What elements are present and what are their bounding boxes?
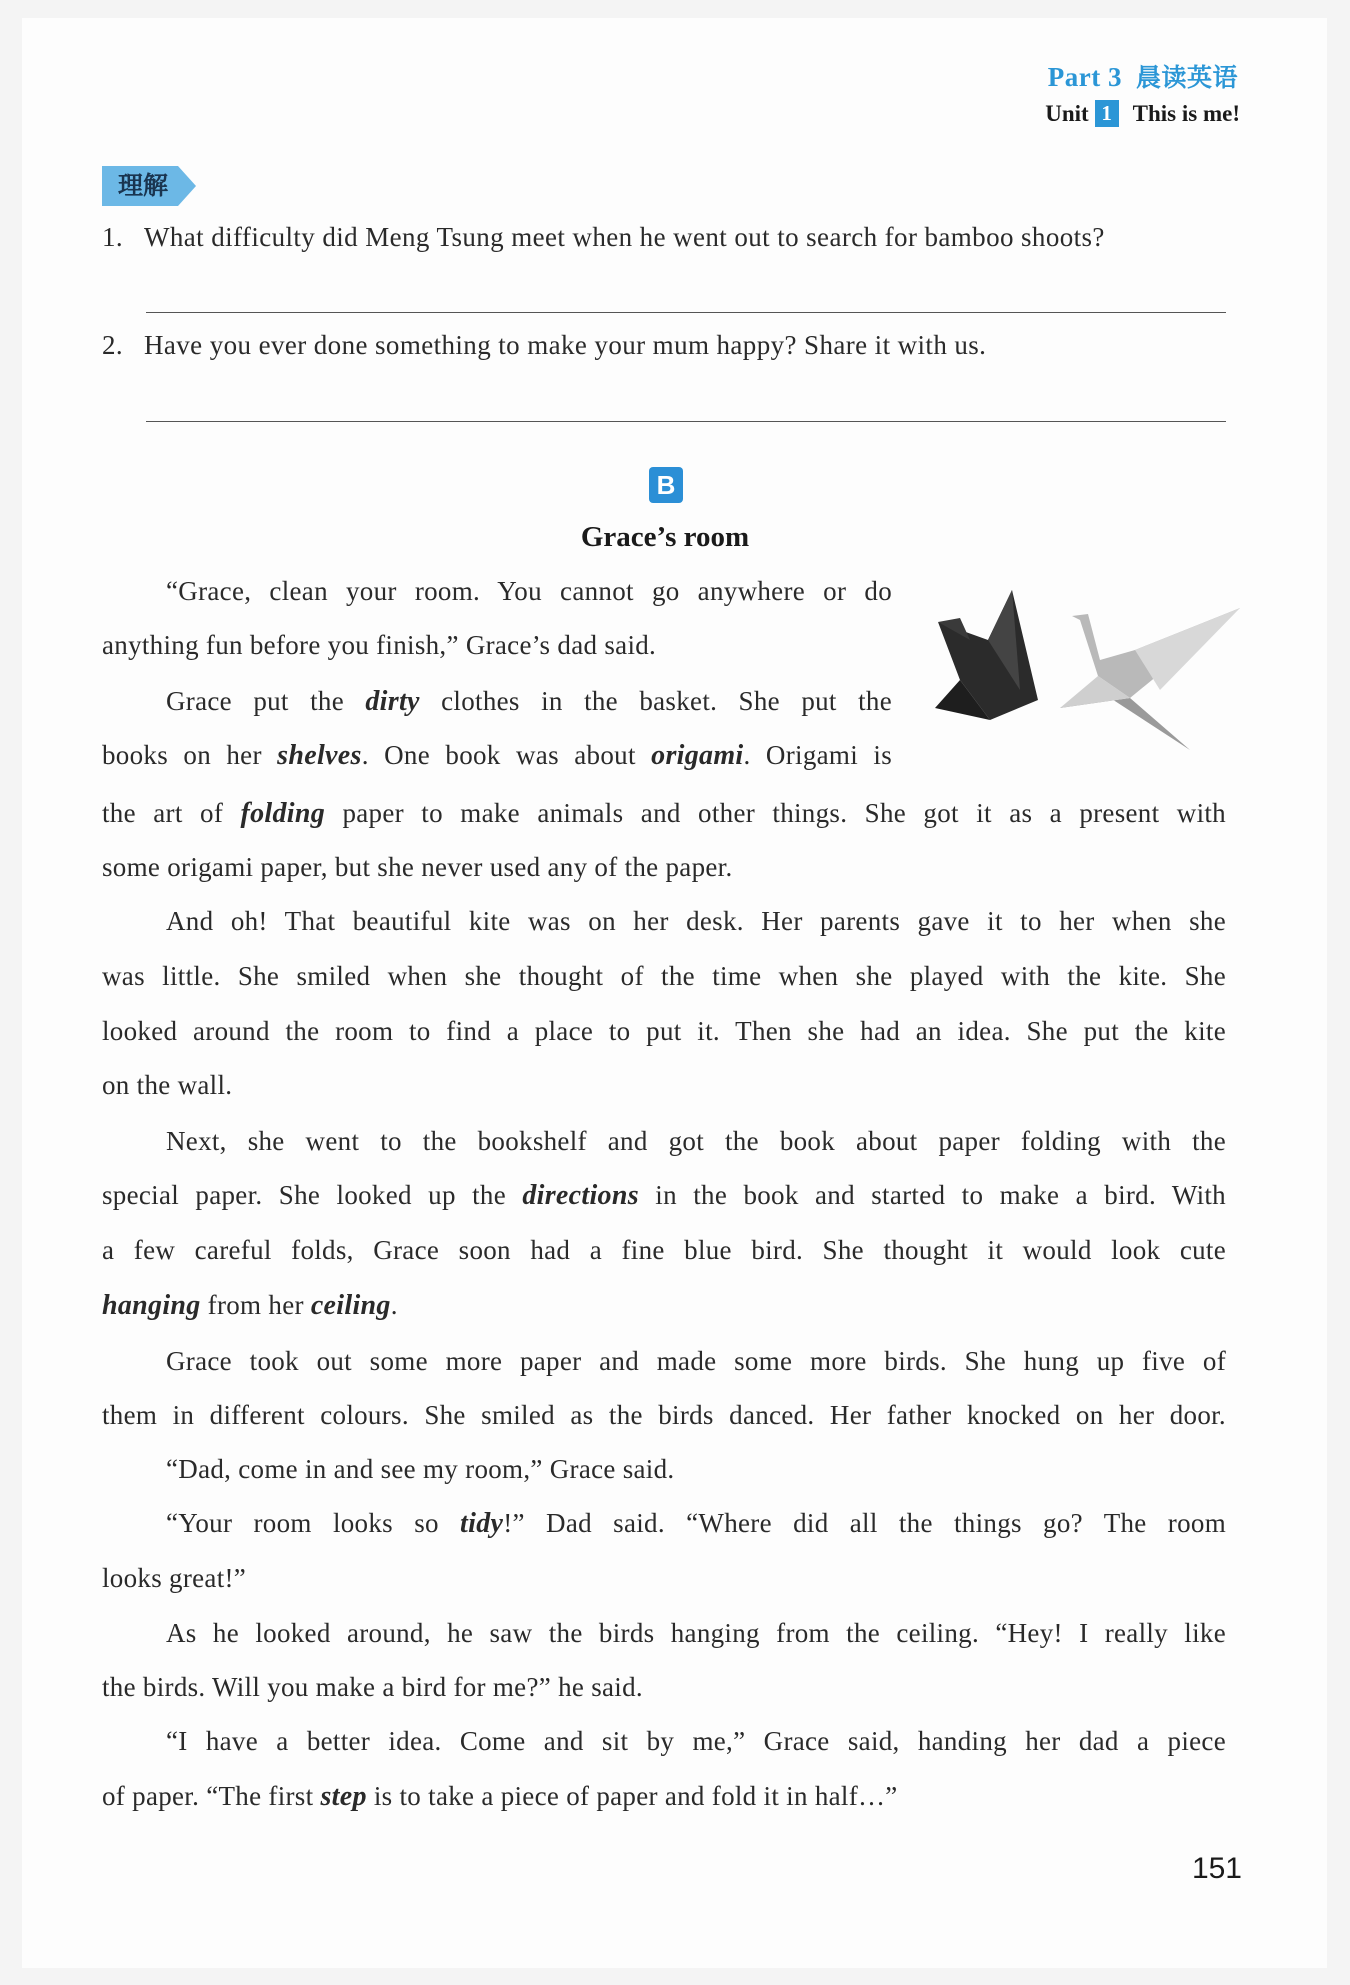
story-text: books on her — [102, 740, 278, 770]
page-number: 151 — [1191, 1852, 1242, 1885]
question-number: 1. — [102, 222, 124, 252]
story-line — [102, 1290, 502, 1322]
story-title: Grace’s room — [580, 521, 750, 553]
story-text: As he looked around, he saw the birds hanging from the ceiling. “Hey! I really like — [166, 1618, 1226, 1648]
story-text: And oh! That beautiful kite was on her desk. Her parents gave it to her when she — [166, 906, 1226, 936]
vocabulary-word: ceiling — [310, 1290, 391, 1321]
story-line — [102, 1070, 302, 1101]
story-text: looked around the room to find a place to put it. Then she had an idea. She put the kite — [102, 1016, 1226, 1046]
vocabulary-word: tidy — [460, 1508, 504, 1539]
question-1 — [102, 222, 1105, 253]
vocabulary-word: folding — [240, 798, 326, 829]
story-text: is to take a piece of paper and fold it in half…” — [366, 1781, 898, 1811]
story-line — [102, 798, 1226, 830]
story-line — [102, 1563, 402, 1594]
vocabulary-word: step — [320, 1781, 367, 1812]
story-line — [102, 1672, 802, 1703]
story-line — [166, 686, 892, 718]
story-line — [166, 1126, 1226, 1157]
story-line — [102, 1781, 1062, 1813]
story-text: “I have a better idea. Come and sit by me,” Grace said, handing her dad a piece — [166, 1726, 1226, 1756]
story-line — [166, 1726, 1226, 1757]
story-line — [166, 576, 892, 607]
story-text: paper to make animals and other things. She got it as a present with — [325, 798, 1226, 828]
vocabulary-word: hanging — [102, 1290, 201, 1321]
story-line — [166, 1454, 866, 1485]
story-line — [102, 1180, 1226, 1212]
story-line — [166, 1618, 1226, 1649]
story-line — [102, 1400, 1226, 1431]
story-text: “Your room looks so — [166, 1508, 461, 1538]
story-text: the art of — [102, 798, 241, 828]
story-text: anything fun before you finish,” Grace’s dad said. — [102, 630, 657, 660]
story-text: Grace put the — [166, 686, 366, 716]
story-line — [102, 852, 842, 883]
answer-line-1[interactable] — [146, 312, 1226, 313]
story-text: on the wall. — [102, 1070, 233, 1100]
question-2 — [102, 330, 986, 361]
story-text: “Dad, come in and see my room,” Grace said. — [166, 1454, 675, 1484]
story-line — [166, 1346, 1226, 1377]
story-line — [166, 1508, 1226, 1540]
story-text: was little. She smiled when she thought of the time when she played with the kite. She — [102, 961, 1226, 991]
question-text: What difficulty did Meng Tsung meet when he went out to search for bamboo shoots? — [144, 222, 1105, 252]
header-unit — [1045, 100, 1240, 127]
unit-number-badge: 1 — [1095, 100, 1119, 127]
story-text: a few careful folds, Grace soon had a fine blue bird. She thought it would look cute — [102, 1235, 1226, 1265]
story-text: clothes in the basket. She put the — [419, 686, 892, 716]
question-text: Have you ever done something to make your mum happy? Share it with us. — [144, 330, 987, 360]
story-text: of paper. “The first — [102, 1781, 321, 1811]
header-part — [1048, 58, 1238, 94]
part-chinese-title: 晨读英语 — [1135, 63, 1238, 92]
vocabulary-word: origami — [651, 740, 744, 771]
story-line — [102, 961, 1226, 992]
story-text: in the book and started to make a bird. With — [638, 1180, 1226, 1210]
story-text: Grace took out some more paper and made some more birds. She hung up five of — [166, 1346, 1226, 1376]
light-crane — [1060, 608, 1240, 750]
story-text: !” Dad said. “Where did all the things go? The room — [503, 1508, 1226, 1538]
answer-line-2[interactable] — [146, 421, 1226, 422]
story-line — [102, 630, 742, 661]
story-text: Next, she went to the bookshelf and got the book about paper folding with the — [166, 1126, 1226, 1156]
section-tag — [102, 166, 196, 206]
part-label: Part 3 — [1047, 62, 1122, 92]
story-text: them in different colours. She smiled as the birds danced. Her father knocked on her door. — [102, 1400, 1226, 1430]
story-text: . One book was about — [361, 740, 652, 770]
story-text: special paper. She looked up the — [102, 1180, 523, 1210]
story-text: the birds. Will you make a bird for me?” he said. — [102, 1672, 643, 1702]
vocabulary-word: dirty — [365, 686, 420, 717]
dark-crane — [935, 590, 1038, 720]
section-tag-label: 理解 — [102, 166, 178, 206]
section-b-badge: B — [649, 467, 683, 503]
story-line — [166, 906, 1226, 937]
story-line — [102, 1235, 1226, 1266]
story-text: . — [390, 1290, 398, 1320]
story-line — [102, 740, 892, 772]
vocabulary-word: directions — [522, 1180, 639, 1211]
vocabulary-word: shelves — [277, 740, 362, 771]
unit-label: Unit — [1045, 100, 1089, 126]
story-text: looks great!” — [102, 1563, 247, 1593]
unit-title: This is me! — [1132, 100, 1240, 126]
story-text: from her — [200, 1290, 311, 1320]
story-text: . Origami is — [743, 740, 892, 770]
tag-arrow-icon — [178, 166, 196, 206]
story-text: some origami paper, but she never used any of the paper. — [102, 852, 733, 882]
story-line — [102, 1016, 1226, 1047]
story-text: “Grace, clean your room. You cannot go anywhere or do — [166, 576, 892, 606]
question-number: 2. — [102, 330, 124, 360]
origami-cranes-image — [930, 580, 1240, 760]
